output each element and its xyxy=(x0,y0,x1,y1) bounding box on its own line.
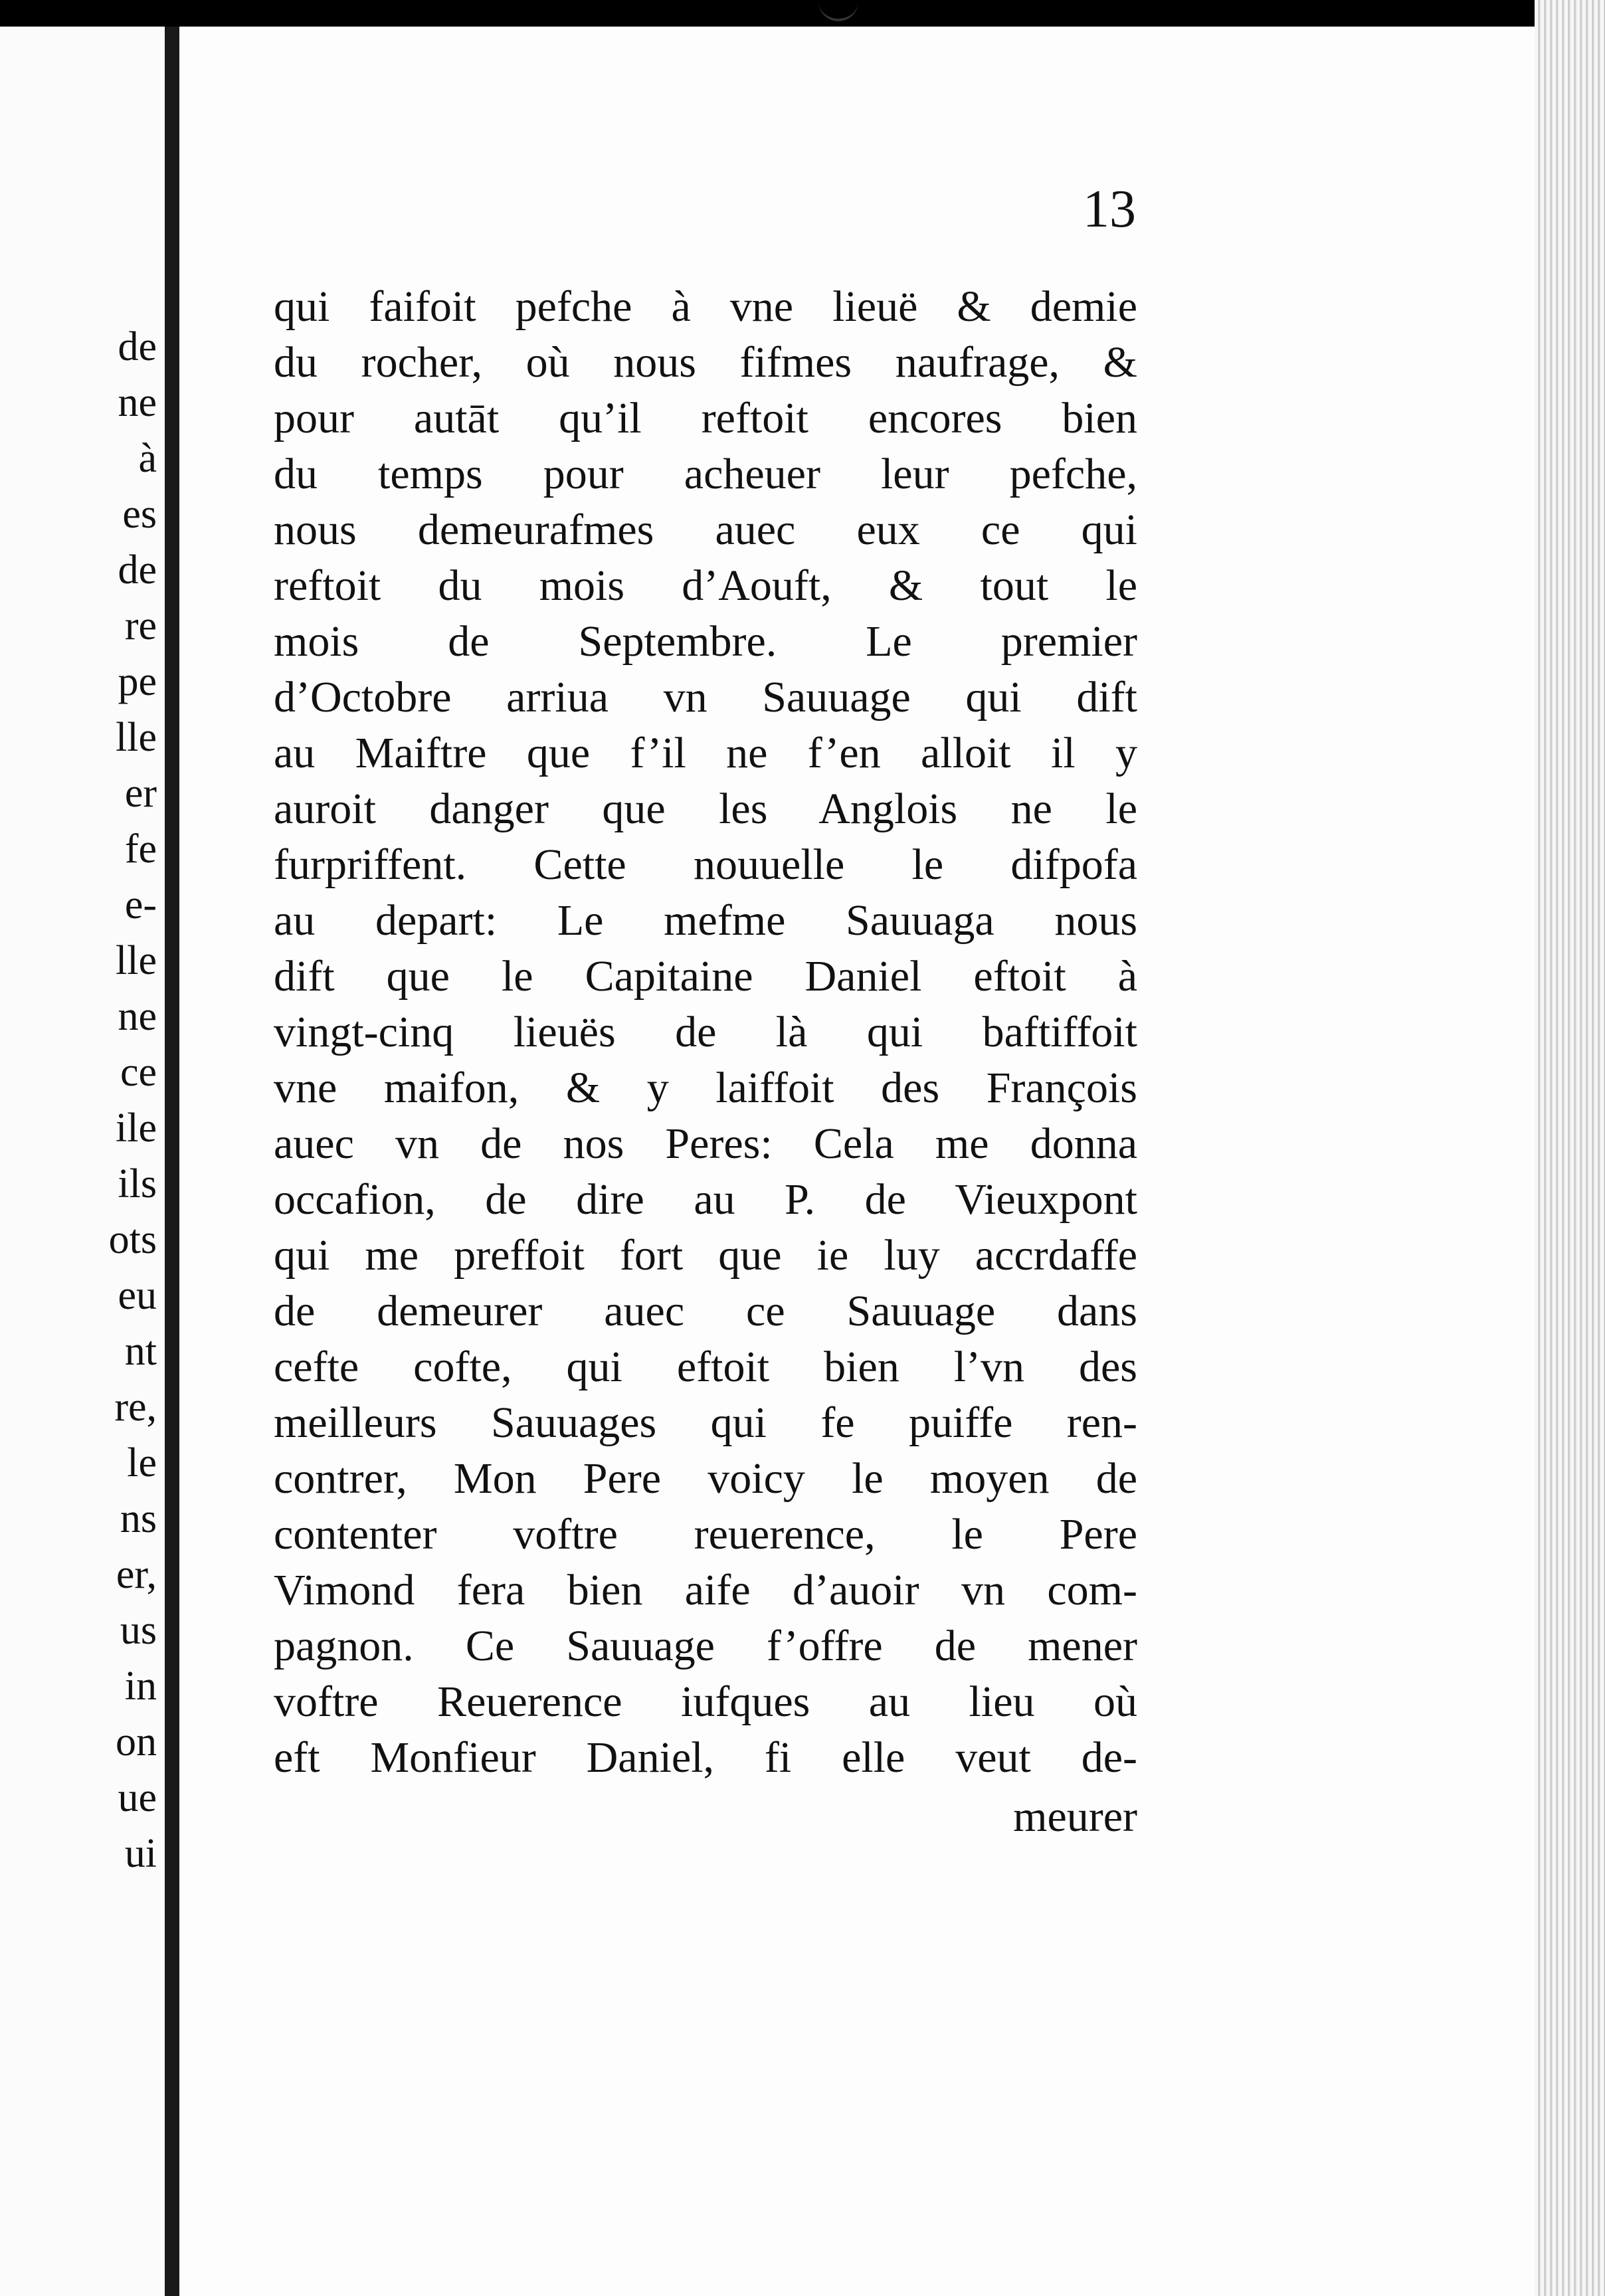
facing-line-fragment: e- xyxy=(124,882,157,927)
facing-line-fragment: re xyxy=(124,603,157,648)
facing-line-fragment: fe xyxy=(124,826,157,872)
facing-line-fragment: nt xyxy=(124,1329,157,1374)
text-line: auroit danger que les Anglois ne le xyxy=(274,785,1137,833)
text-line: contenter voftre reuerence, le Pere xyxy=(274,1510,1137,1559)
facing-line-fragment: ui xyxy=(124,1831,157,1876)
text-line: occafion, de dire au P. de Vieuxpont xyxy=(274,1175,1137,1224)
text-line: dift que le Capitaine Daniel eftoit à xyxy=(274,952,1137,1001)
facing-line-fragment: pe xyxy=(118,659,157,704)
facing-line-fragment: re, xyxy=(114,1385,157,1430)
text-line: cefte cofte, qui eftoit bien l’vn des xyxy=(274,1343,1137,1391)
text-line: mois de Septembre. Le premier xyxy=(274,617,1137,666)
facing-line-fragment: on xyxy=(116,1719,157,1765)
facing-line-fragment: lle xyxy=(116,938,157,983)
text-line: du temps pour acheuer leur pefche, xyxy=(274,450,1137,498)
text-line: voftre Reuerence iufques au lieu où xyxy=(274,1677,1137,1726)
page-number: 13 xyxy=(1083,180,1136,239)
facing-line-fragment: ns xyxy=(120,1496,157,1541)
facing-line-fragment: us xyxy=(120,1608,157,1653)
page-block-edge xyxy=(1535,0,1605,2296)
facing-line-fragment: de xyxy=(118,547,157,593)
text-line: nous demeurafmes auec eux ce qui xyxy=(274,506,1137,554)
text-line: auec vn de nos Peres: Cela me donna xyxy=(274,1119,1137,1168)
facing-line-fragment: ots xyxy=(108,1217,157,1262)
facing-line-fragment: ue xyxy=(118,1775,157,1820)
facing-line-fragment: ile xyxy=(116,1105,157,1151)
text-line: eft Monfieur Daniel, fi elle veut de- xyxy=(274,1733,1137,1782)
facing-line-fragment: de xyxy=(118,324,157,369)
facing-line-fragment: à xyxy=(138,436,157,481)
facing-line-fragment: er xyxy=(124,771,157,816)
text-line: reftoit du mois d’Aouft, & tout le xyxy=(274,561,1137,610)
facing-line-fragment: lle xyxy=(116,715,157,760)
text-line: de demeurer auec ce Sauuage dans xyxy=(274,1287,1137,1335)
text-line: pour autāt qu’il reftoit encores bien xyxy=(274,394,1137,442)
facing-page-line-endings xyxy=(0,319,157,1881)
facing-line-fragment: ne xyxy=(118,994,157,1039)
page-body-text xyxy=(274,279,1137,1786)
facing-line-fragment: ne xyxy=(118,380,157,425)
text-line: au Maiftre que f’il ne f’en alloit il y xyxy=(274,729,1137,777)
text-line: du rocher, où nous fifmes naufrage, & xyxy=(274,338,1137,387)
text-line: furpriffent. Cette nouuelle le difpofa xyxy=(274,840,1137,889)
facing-line-fragment: in xyxy=(124,1664,157,1709)
book-gutter xyxy=(165,27,179,2296)
text-line: pagnon. Ce Sauuage f’offre de mener xyxy=(274,1622,1137,1670)
facing-line-fragment: eu xyxy=(118,1273,157,1318)
text-line: vingt-cinq lieuës de là qui baftiffoit xyxy=(274,1008,1137,1056)
text-line: qui faifoit pefche à vne lieuë & demie xyxy=(274,282,1137,331)
facing-line-fragment: ce xyxy=(120,1050,157,1095)
text-line: contrer, Mon Pere voicy le moyen de xyxy=(274,1454,1137,1503)
text-line: au depart: Le mefme Sauuaga nous xyxy=(274,896,1137,945)
facing-page-fragment xyxy=(0,27,165,2296)
facing-line-fragment: ils xyxy=(118,1161,157,1206)
facing-line-fragment: le xyxy=(127,1440,157,1485)
text-line: vne maifon, & y laiffoit des François xyxy=(274,1064,1137,1112)
text-line: d’Octobre arriua vn Sauuage qui dift xyxy=(274,673,1137,721)
facing-line-fragment: es xyxy=(122,492,157,537)
text-line: Vimond fera bien aife d’auoir vn com- xyxy=(274,1566,1137,1614)
text-line: qui me preffoit fort que ie luy accrdaffe xyxy=(274,1231,1137,1280)
top-ornament-icon xyxy=(818,0,858,21)
catchword: meurer xyxy=(1013,1792,1137,1841)
facing-line-fragment: er, xyxy=(116,1552,157,1597)
text-line: meilleurs Sauuages qui fe puiffe ren- xyxy=(274,1398,1137,1447)
